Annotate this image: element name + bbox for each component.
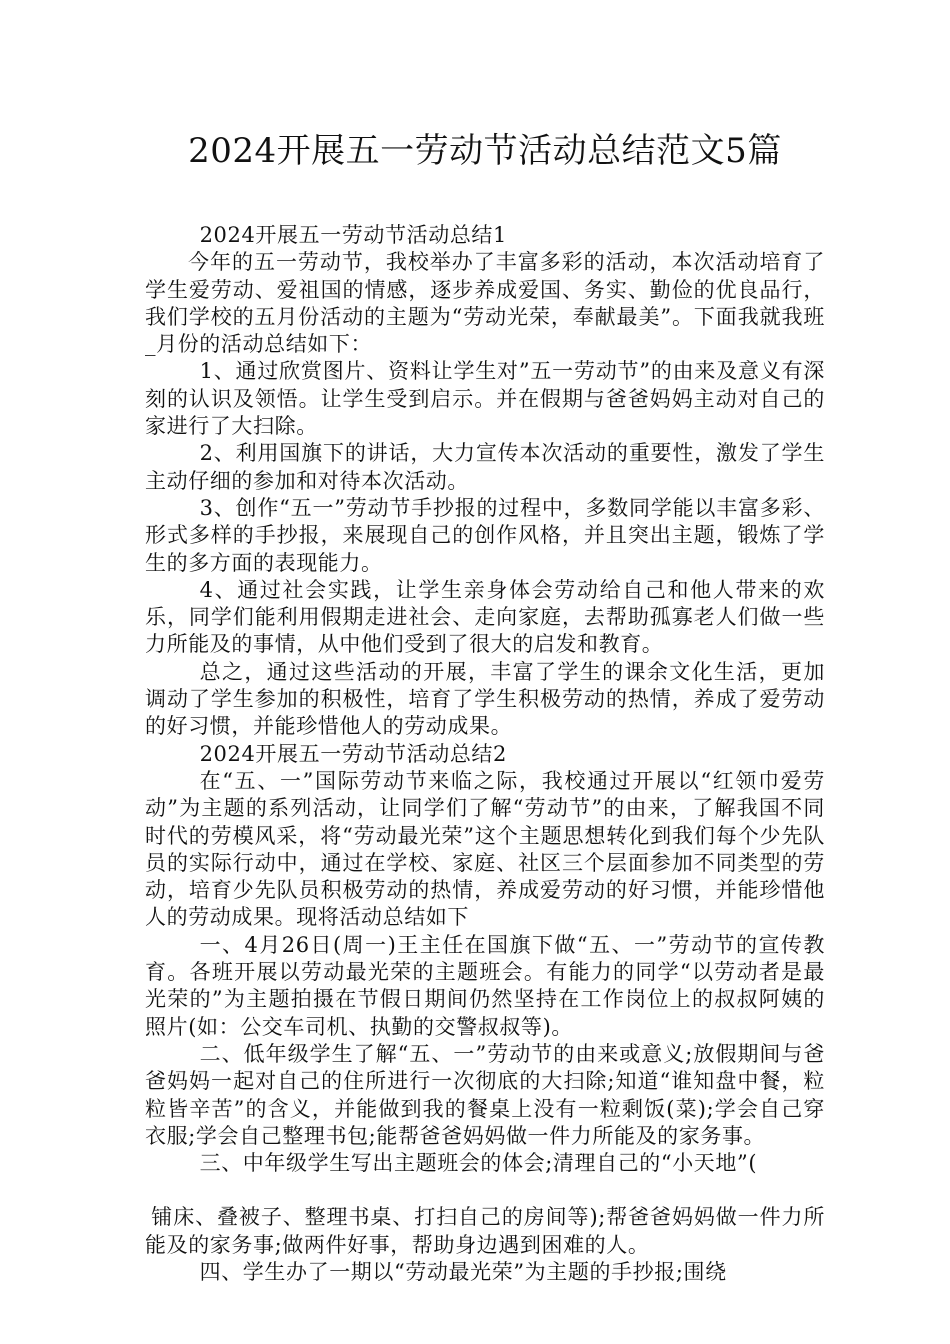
- paragraph-point-2: 二、低年级学生了解“五、一”劳动节的由来或意义;放假期间与爸爸妈妈一起对自己的住所进行一次彻底的大扫除;知道“谁知盘中餐，粒粒皆辛苦”的含义，并能做到我的餐桌上没有一粒剩饭(菜);学会自己穿衣服;学会自己整理书包;能帮爸爸妈妈做一件力所能及的家务事。: [145, 1041, 825, 1148]
- paragraph-item-3: 3、创作“五一”劳动节手抄报的过程中，多数同学能以丰富多彩、形式多样的手抄报，来展现自己的创作风格，并且突出主题，锻炼了学生的多方面的表现能力。: [145, 495, 825, 575]
- paragraph-point-1: 一、4月26日(周一)王主任在国旗下做“五、一”劳动节的宣传教育。各班开展以劳动最光荣的主题班会。有能力的同学“以劳动者是最光荣的”为主题拍摄在节假日期间仍然坚持在工作岗位上的叔叔阿姨的照片(如：公交车司机、执勤的交警叔叔等)。: [145, 932, 825, 1039]
- paragraph-item-1: 1、通过欣赏图片、资料让学生对”五一劳动节”的由来及意义有深刻的认识及领悟。让学生受到启示。并在假期与爸爸妈妈主动对自己的家进行了大扫除。: [145, 359, 825, 439]
- paragraph-intro-2: 在“五、一”国际劳动节来临之际，我校通过开展以“红领巾爱劳动”为主题的系列活动，让同学们了解“劳动节”的由来，了解我国不同时代的劳模风采，将“劳动最光荣”这个主题思想转化到我们每个少先队员的实际行动中，通过在学校、家庭、社区三个层面参加不同类型的劳动，培育少先队员积极劳动的热情，养成爱劳动的好习惯，并能珍惜他人的劳动成果。现将活动总结如下: [145, 768, 825, 930]
- paragraph-point-3: 三、中年级学生写出主题班会的体会;清理自己的“小天地”(: [199, 1151, 758, 1176]
- paragraph-intro-1: 今年的五一劳动节，我校举办了丰富多彩的活动，本次活动培育了学生爱劳动、爱祖国的情感，逐步养成爱国、务实、勤俭的优良品行，我们学校的五月份活动的主题为“劳动光荣，奉献最美”。下面我就我班_月份的活动总结如下：: [145, 250, 825, 357]
- section-heading-1: 2024开展五一劳动节活动总结1: [199, 223, 507, 247]
- paragraph-conclusion-1: 总之，通过这些活动的开展，丰富了学生的课余文化生活，更加调动了学生参加的积极性，培育了学生积极劳动的热情，养成了爱劳动的好习惯，并能珍惜他人的劳动成果。: [145, 659, 825, 739]
- section-heading-2: 2024开展五一劳动节活动总结2: [199, 741, 507, 766]
- document-title: 2024开展五一劳动节活动总结范文5篇: [188, 131, 782, 171]
- paragraph-point-3-continued: 铺床、叠被子、整理书桌、打扫自己的房间等);帮爸爸妈妈做一件力所能及的家务事;做两件好事，帮助身边遇到困难的人。: [145, 1205, 825, 1257]
- paragraph-item-4: 4、通过社会实践，让学生亲身体会劳动给自己和他人带来的欢乐，同学们能利用假期走进社会、走向家庭，去帮助孤寡老人们做一些力所能及的事情，从中他们受到了很大的启发和教育。: [145, 577, 825, 657]
- document-body: [145, 222, 825, 1286]
- paragraph-point-4: 四、学生办了一期以“劳动最光荣”为主题的手抄报;围绕: [199, 1259, 727, 1284]
- paragraph-item-2: 2、利用国旗下的讲话，大力宣传本次活动的重要性，激发了学生主动仔细的参加和对待本次活动。: [145, 441, 825, 493]
